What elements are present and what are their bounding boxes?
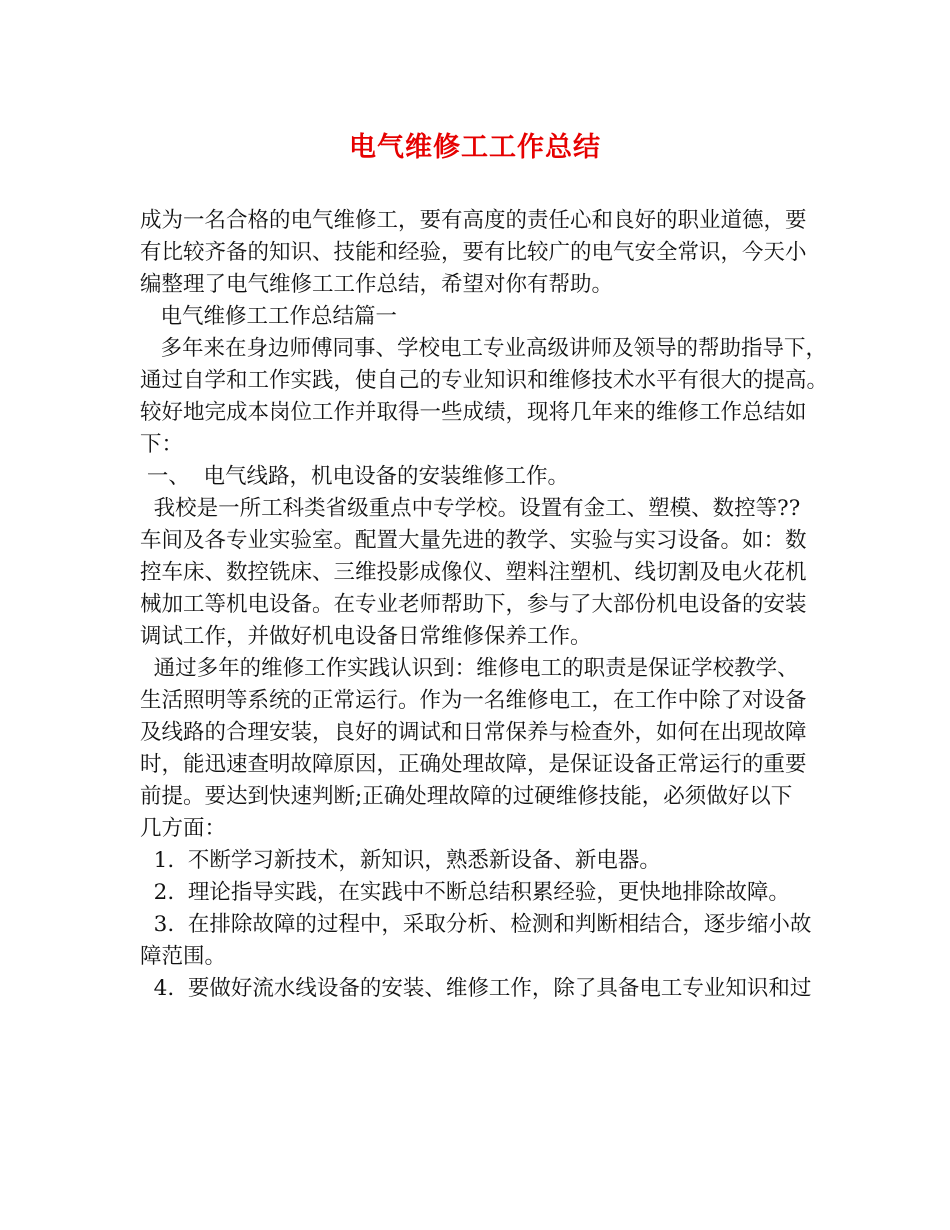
body-line: 一、 电气线路，机电设备的安装维修工作。: [140, 464, 570, 489]
body-line: 通过多年的维修工作实践认识到：维修电工的职责是保证学校教学、: [140, 656, 799, 681]
body-line: 时，能迅速查明故障原因，正确处理故障，是保证设备正常运行的重要: [140, 752, 807, 777]
body-line: 前提。要达到快速判断;正确处理故障的过硬维修技能，必须做好以下: [140, 784, 793, 809]
body-line: 成为一名合格的电气维修工，要有高度的责任心和良好的职业道德，要: [140, 208, 807, 233]
body-line: 下：: [140, 432, 184, 457]
body-line: 1. 不断学习新技术，新知识，熟悉新设备、新电器。: [140, 848, 661, 873]
body-line: 及线路的合理安装，良好的调试和日常保养与检查外，如何在出现故障: [140, 720, 807, 745]
body-line: 我校是一所工科类省级重点中专学校。设置有金工、塑模、数控等??: [140, 496, 801, 521]
body-line: 有比较齐备的知识、技能和经验，要有比较广的电气安全常识，今天小: [140, 240, 807, 265]
body-line: 械加工等机电设备。在专业老师帮助下，参与了大部份机电设备的安装: [140, 592, 807, 617]
body-line: 障范围。: [140, 944, 227, 969]
body-line: 生活照明等系统的正常运行。作为一名维修电工，在工作中除了对设备: [140, 688, 807, 713]
body-line: 车间及各专业实验室。配置大量先进的教学、实验与实习设备。如：数: [140, 528, 807, 553]
body-line: 电气维修工工作总结篇一: [140, 304, 398, 329]
body-line: 3. 在排除故障的过程中，采取分析、检测和判断相结合，逐步缩小故: [140, 912, 812, 937]
body-line: 较好地完成本岗位工作并取得一些成绩，现将几年来的维修工作总结如: [140, 400, 807, 425]
body-line: 4. 要做好流水线设备的安装、维修工作，除了具备电工专业知识和过: [140, 976, 812, 1001]
body-line: 2. 理论指导实践，在实践中不断总结积累经验，更快地排除故障。: [140, 880, 790, 905]
body-line: 控车床、数控铣床、三维投影成像仪、塑料注塑机、线切割及电火花机: [140, 560, 807, 585]
document-body: [140, 205, 830, 1005]
body-line: 调试工作，并做好机电设备日常维修保养工作。: [140, 624, 592, 649]
body-line: 几方面：: [140, 816, 227, 841]
document-title: 电气维修工工作总结: [349, 132, 601, 163]
body-line: 多年来在身边师傅同事、学校电工专业高级讲师及领导的帮助指导下，: [140, 336, 828, 361]
body-line: 通过自学和工作实践，使自己的专业知识和维修技术水平有很大的提高。: [140, 368, 829, 393]
body-line: 编整理了电气维修工工作总结，希望对你有帮助。: [140, 272, 614, 297]
